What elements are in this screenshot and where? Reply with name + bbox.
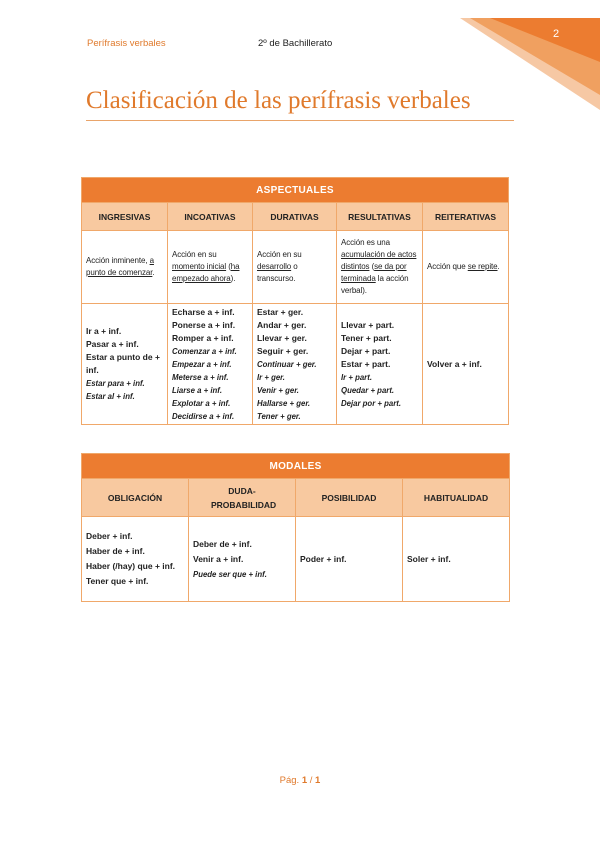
form-item: Haber (/hay) que + inf.: [86, 561, 176, 571]
page-title: Clasificación de las perífrasis verbales: [86, 86, 514, 121]
form-item: Empezar a + inf.: [172, 359, 232, 369]
form-item: Seguir + ger.: [257, 345, 309, 356]
forms-resultativas: [337, 304, 423, 425]
col-durativas: DURATIVAS: [253, 203, 337, 231]
forms-incoativas: [168, 304, 253, 425]
form-item: Explotar a + inf.: [172, 398, 231, 408]
form-item: Hallarse + ger.: [257, 398, 311, 408]
forms-ingresivas: [82, 304, 168, 425]
modales-table: [81, 453, 510, 602]
desc-resultativas: Acción es una acumulación de actos distintos (se da por terminada la acción verbal).: [337, 231, 423, 304]
form-item: Continuar + ger.: [257, 359, 317, 369]
col-habitualidad: HABITUALIDAD: [403, 479, 510, 517]
form-item: Quedar + part.: [341, 385, 395, 395]
form-item: Llevar + part.: [341, 319, 395, 330]
form-item: Estar + part.: [341, 358, 391, 369]
form-item: Ponerse a + inf.: [172, 319, 236, 330]
form-item: Tener que + inf.: [86, 576, 149, 586]
desc-ingresivas: Acción inminente, a punto de comenzar.: [82, 231, 168, 304]
form-item: Llevar + ger.: [257, 332, 307, 343]
form-item: Poder + inf.: [300, 553, 347, 564]
form-item: Comenzar a + inf.: [172, 346, 237, 356]
header-course: 2º de Bachillerato: [258, 38, 333, 49]
form-item: Tener + ger.: [257, 411, 301, 421]
form-item: Dejar + part.: [341, 345, 391, 356]
form-item: Ir + ger.: [257, 372, 285, 382]
footer-page-indicator: Pág. 1 / 1: [279, 775, 321, 786]
form-item: Haber de + inf.: [86, 546, 145, 556]
aspectuales-table: [81, 177, 509, 425]
form-item: Estar + ger.: [257, 306, 304, 317]
form-item: Ir a + inf.: [86, 326, 122, 336]
form-item: Echarse a + inf.: [172, 306, 235, 317]
form-item: Deber de + inf.: [193, 538, 252, 549]
forms-reiterativas: [423, 304, 509, 425]
header-document-title: Perífrasis verbales: [87, 38, 166, 49]
desc-reiterativas: Acción que se repite.: [423, 231, 509, 304]
forms-posibilidad: [296, 517, 403, 602]
form-item: Dejar por + part.: [341, 398, 402, 408]
col-reiterativas: REITERATIVAS: [423, 203, 509, 231]
form-item: Decidirse a + inf.: [172, 411, 235, 421]
col-posibilidad: POSIBILIDAD: [296, 479, 403, 517]
form-item: Volver a + inf.: [427, 358, 482, 369]
form-item: Liarse a + inf.: [172, 385, 223, 395]
form-item: Romper a + inf.: [172, 332, 234, 343]
forms-durativas: [253, 304, 337, 425]
header-page-number: 2: [553, 28, 560, 40]
desc-durativas: Acción en su desarrollo o transcurso.: [253, 231, 337, 304]
form-item: Meterse a + inf.: [172, 372, 229, 382]
col-duda-probabilidad: DUDA-PROBABILIDAD: [189, 479, 296, 517]
modales-heading: MODALES: [82, 454, 510, 479]
form-item: Ir + part.: [341, 372, 372, 382]
form-item: Venir a + inf.: [193, 553, 244, 564]
form-item: Tener + part.: [341, 332, 392, 343]
col-resultativas: RESULTATIVAS: [337, 203, 423, 231]
forms-duda: [189, 517, 296, 602]
form-item: Venir + ger.: [257, 385, 299, 395]
form-item: Estar para + inf.: [86, 379, 145, 388]
desc-incoativas: Acción en su momento inicial (ha empezado ahora).: [168, 231, 253, 304]
form-item: Deber + inf.: [86, 531, 133, 541]
forms-habitualidad: [403, 517, 510, 602]
form-item: Andar + ger.: [257, 319, 307, 330]
form-item: Estar al + inf.: [86, 392, 135, 401]
form-item: Pasar a + inf.: [86, 339, 139, 349]
col-obligacion: OBLIGACIÓN: [82, 479, 189, 517]
form-item: Puede ser que + inf.: [193, 569, 267, 579]
form-item: Soler + inf.: [407, 553, 451, 564]
col-incoativas: INCOATIVAS: [168, 203, 253, 231]
form-item: Estar a punto de + inf.: [86, 352, 160, 375]
col-ingresivas: INGRESIVAS: [82, 203, 168, 231]
aspectuales-heading: ASPECTUALES: [82, 178, 509, 203]
forms-obligacion: [82, 517, 189, 602]
